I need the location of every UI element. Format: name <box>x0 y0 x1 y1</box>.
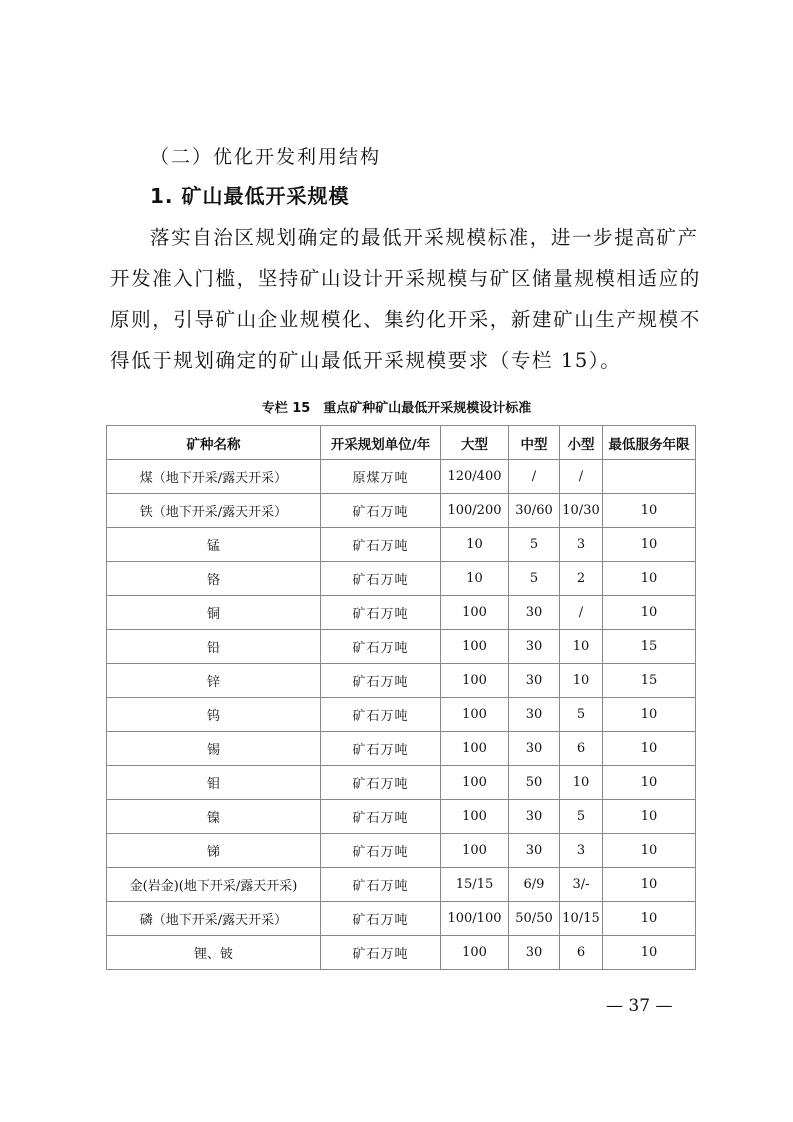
table-header-row <box>107 426 696 460</box>
cell-mineral-name: 金(岩金)(地下开采/露天开采) <box>107 868 321 902</box>
table-row <box>107 596 696 630</box>
paragraph-line-1: 落实自治区规划确定的最低开采规模标准，进一步提高矿产 <box>150 226 699 249</box>
sub-heading: （二）优化开发利用结构 <box>150 146 382 168</box>
table-row <box>107 562 696 596</box>
page-number: — 37 — <box>606 996 673 1016</box>
cell-unit: 矿石万吨 <box>321 936 441 970</box>
cell-unit: 矿石万吨 <box>321 732 441 766</box>
cell-small: 10/15 <box>560 902 603 936</box>
cell-medium: 30 <box>509 732 560 766</box>
cell-large: 100 <box>441 630 509 664</box>
cell-medium: / <box>509 460 560 494</box>
cell-unit: 矿石万吨 <box>321 868 441 902</box>
table-row <box>107 766 696 800</box>
cell-large: 100/100 <box>441 902 509 936</box>
cell-min-service-years: 10 <box>603 528 696 562</box>
cell-mineral-name: 锂、铍 <box>107 936 321 970</box>
cell-mineral-name: 锡 <box>107 732 321 766</box>
cell-medium: 30 <box>509 630 560 664</box>
cell-medium: 30 <box>509 834 560 868</box>
cell-unit: 矿石万吨 <box>321 494 441 528</box>
cell-mineral-name: 铁（地下开采/露天开采） <box>107 494 321 528</box>
table-row <box>107 732 696 766</box>
header-mineral-name: 矿种名称 <box>107 426 321 460</box>
cell-medium: 30 <box>509 936 560 970</box>
cell-small: 3 <box>560 834 603 868</box>
cell-min-service-years: 10 <box>603 766 696 800</box>
cell-mineral-name: 锌 <box>107 664 321 698</box>
cell-unit: 矿石万吨 <box>321 698 441 732</box>
cell-small: / <box>560 460 603 494</box>
cell-small: 5 <box>560 698 603 732</box>
table-row <box>107 630 696 664</box>
cell-small: 6 <box>560 936 603 970</box>
cell-medium: 30 <box>509 664 560 698</box>
cell-min-service-years: 10 <box>603 868 696 902</box>
table-row <box>107 902 696 936</box>
cell-unit: 矿石万吨 <box>321 630 441 664</box>
cell-unit: 矿石万吨 <box>321 528 441 562</box>
cell-medium: 30/60 <box>509 494 560 528</box>
header-large: 大型 <box>441 426 509 460</box>
cell-min-service-years <box>603 460 696 494</box>
cell-min-service-years: 10 <box>603 732 696 766</box>
cell-large: 100 <box>441 664 509 698</box>
header-small: 小型 <box>560 426 603 460</box>
cell-min-service-years: 10 <box>603 936 696 970</box>
cell-small: 3 <box>560 528 603 562</box>
table-row <box>107 834 696 868</box>
table-row <box>107 868 696 902</box>
cell-medium: 50/50 <box>509 902 560 936</box>
cell-large: 15/15 <box>441 868 509 902</box>
cell-small: 2 <box>560 562 603 596</box>
cell-unit: 矿石万吨 <box>321 766 441 800</box>
cell-small: 6 <box>560 732 603 766</box>
cell-unit: 矿石万吨 <box>321 800 441 834</box>
cell-large: 100 <box>441 936 509 970</box>
cell-medium: 5 <box>509 562 560 596</box>
cell-mineral-name: 铬 <box>107 562 321 596</box>
cell-unit: 矿石万吨 <box>321 664 441 698</box>
table-row <box>107 528 696 562</box>
cell-mineral-name: 锑 <box>107 834 321 868</box>
cell-mineral-name: 钨 <box>107 698 321 732</box>
cell-medium: 5 <box>509 528 560 562</box>
cell-small: 5 <box>560 800 603 834</box>
cell-unit: 矿石万吨 <box>321 562 441 596</box>
cell-large: 100 <box>441 834 509 868</box>
table-row <box>107 936 696 970</box>
section-heading: 1. 矿山最低开采规模 <box>150 184 350 208</box>
cell-small: 10 <box>560 664 603 698</box>
header-unit: 开采规划单位/年 <box>321 426 441 460</box>
table-row <box>107 664 696 698</box>
cell-large: 100 <box>441 596 509 630</box>
cell-min-service-years: 10 <box>603 800 696 834</box>
cell-mineral-name: 磷（地下开采/露天开采） <box>107 902 321 936</box>
cell-medium: 30 <box>509 800 560 834</box>
cell-unit: 矿石万吨 <box>321 902 441 936</box>
table-caption: 专栏 15 重点矿种矿山最低开采规模设计标准 <box>261 401 532 416</box>
paragraph-line-3: 原则，引导矿山企业规模化、集约化开采，新建矿山生产规模不 <box>110 308 701 331</box>
paragraph-line-4: 得低于规划确定的矿山最低开采规模要求（专栏 15）。 <box>110 349 622 372</box>
cell-min-service-years: 10 <box>603 698 696 732</box>
table-row <box>107 460 696 494</box>
cell-small: 10/30 <box>560 494 603 528</box>
cell-large: 120/400 <box>441 460 509 494</box>
cell-large: 100 <box>441 732 509 766</box>
cell-unit: 矿石万吨 <box>321 834 441 868</box>
cell-small: 3/- <box>560 868 603 902</box>
cell-medium: 50 <box>509 766 560 800</box>
cell-mineral-name: 煤（地下开采/露天开采） <box>107 460 321 494</box>
cell-mineral-name: 铅 <box>107 630 321 664</box>
cell-min-service-years: 15 <box>603 664 696 698</box>
cell-medium: 30 <box>509 698 560 732</box>
cell-unit: 原煤万吨 <box>321 460 441 494</box>
cell-mineral-name: 镍 <box>107 800 321 834</box>
cell-large: 100/200 <box>441 494 509 528</box>
cell-medium: 6/9 <box>509 868 560 902</box>
cell-min-service-years: 10 <box>603 596 696 630</box>
cell-mineral-name: 锰 <box>107 528 321 562</box>
cell-min-service-years: 10 <box>603 494 696 528</box>
table-body <box>107 460 696 970</box>
cell-small: 10 <box>560 766 603 800</box>
cell-mineral-name: 铜 <box>107 596 321 630</box>
cell-mineral-name: 钼 <box>107 766 321 800</box>
cell-min-service-years: 10 <box>603 562 696 596</box>
table-row <box>107 800 696 834</box>
cell-small: 10 <box>560 630 603 664</box>
cell-large: 100 <box>441 800 509 834</box>
cell-large: 100 <box>441 766 509 800</box>
cell-unit: 矿石万吨 <box>321 596 441 630</box>
cell-small: / <box>560 596 603 630</box>
cell-large: 10 <box>441 562 509 596</box>
cell-min-service-years: 10 <box>603 834 696 868</box>
cell-large: 100 <box>441 698 509 732</box>
cell-min-service-years: 15 <box>603 630 696 664</box>
table-row <box>107 494 696 528</box>
table-row <box>107 698 696 732</box>
paragraph-line-2: 开发准入门槛，坚持矿山设计开采规模与矿区储量规模相适应的 <box>110 267 701 290</box>
cell-large: 10 <box>441 528 509 562</box>
cell-medium: 30 <box>509 596 560 630</box>
cell-min-service-years: 10 <box>603 902 696 936</box>
header-medium: 中型 <box>509 426 560 460</box>
mining-scale-table <box>106 425 696 970</box>
header-min-service-years: 最低服务年限 <box>603 426 696 460</box>
